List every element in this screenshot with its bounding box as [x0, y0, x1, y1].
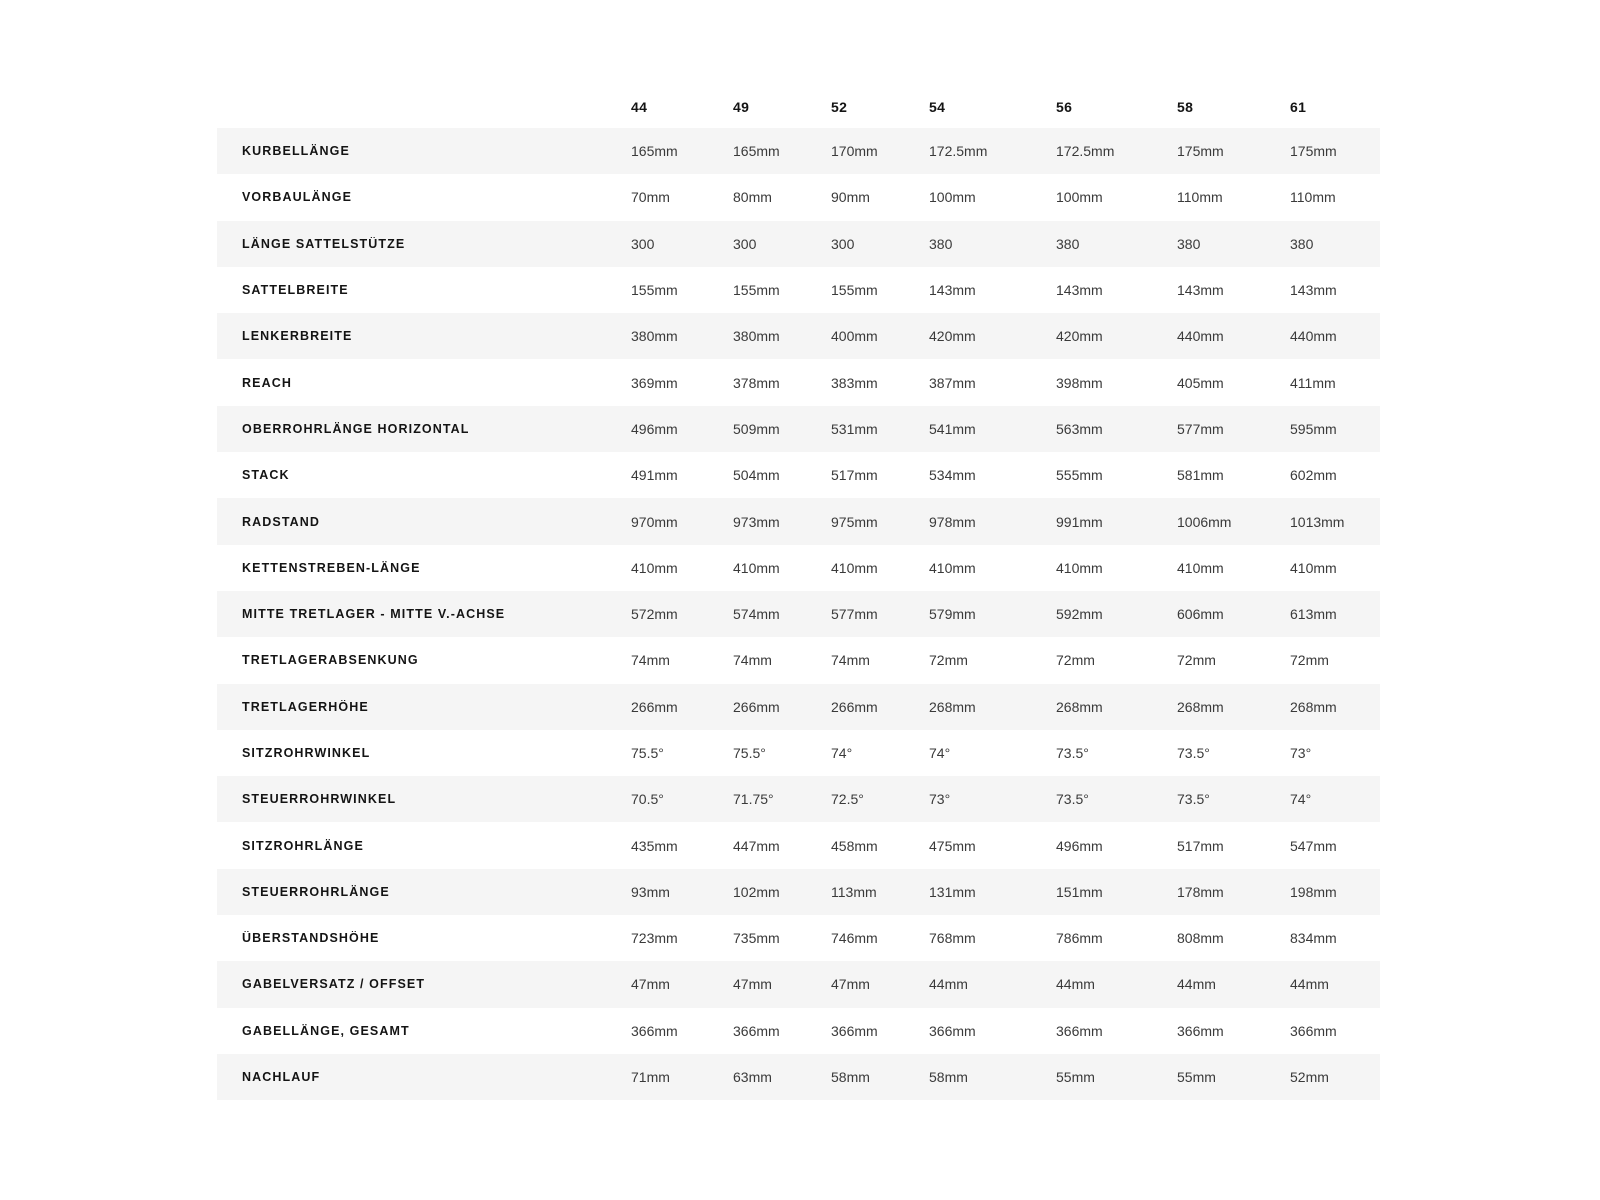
- geometry-value: 266mm: [733, 698, 780, 715]
- geometry-row: [217, 730, 1380, 776]
- geometry-value: 380: [929, 235, 953, 252]
- geometry-value: 410mm: [733, 559, 780, 576]
- geometry-value: 74°: [831, 745, 853, 761]
- geometry-value: 170mm: [831, 143, 878, 160]
- geometry-value: 420mm: [929, 328, 976, 345]
- geometry-value: 175mm: [1177, 143, 1224, 160]
- geometry-value: 90mm: [831, 189, 870, 206]
- geometry-value: 517mm: [831, 467, 878, 484]
- geometry-value: 47mm: [631, 976, 670, 993]
- geometry-value: 73.5°: [1177, 745, 1210, 761]
- geometry-row-label: KETTENSTREBEN-LÄNGE: [242, 560, 421, 575]
- geometry-value: 113mm: [831, 883, 877, 900]
- geometry-value: 746mm: [831, 930, 878, 947]
- size-column-header: 49: [733, 98, 750, 115]
- geometry-row: [217, 776, 1380, 822]
- geometry-row: [217, 915, 1380, 961]
- geometry-value: 143mm: [1290, 282, 1337, 299]
- geometry-value: 73.5°: [1056, 791, 1089, 808]
- geometry-row-label: SITZROHRLÄNGE: [242, 838, 364, 853]
- geometry-value: 143mm: [1056, 282, 1103, 299]
- geometry-value: 991mm: [1056, 513, 1103, 530]
- geometry-value: 110mm: [1177, 189, 1223, 206]
- geometry-value: 268mm: [929, 698, 976, 715]
- geometry-value: 410mm: [929, 559, 976, 576]
- geometry-row: [217, 961, 1380, 1007]
- geometry-value: 155mm: [733, 282, 780, 299]
- geometry-value: 380: [1056, 235, 1080, 252]
- geometry-row: [217, 406, 1380, 452]
- geometry-value: 410mm: [831, 559, 878, 576]
- geometry-row: [217, 545, 1380, 591]
- geometry-value: 723mm: [631, 930, 678, 947]
- size-column-header: 52: [831, 98, 848, 115]
- geometry-row-label: STEUERROHRWINKEL: [242, 792, 397, 807]
- geometry-value: 383mm: [831, 374, 878, 391]
- geometry-row: [217, 128, 1380, 174]
- geometry-value: 420mm: [1056, 328, 1103, 345]
- geometry-value: 74°: [929, 745, 951, 761]
- geometry-value: 80mm: [733, 189, 772, 206]
- geometry-value: 534mm: [929, 467, 976, 484]
- geometry-row: [217, 684, 1380, 730]
- geometry-value: 47mm: [733, 976, 772, 993]
- geometry-value: 834mm: [1290, 930, 1337, 947]
- geometry-value: 555mm: [1056, 467, 1103, 484]
- geometry-value: 74mm: [733, 652, 772, 669]
- geometry-value: 574mm: [733, 606, 780, 623]
- geometry-value: 74mm: [831, 652, 870, 669]
- geometry-value: 58mm: [831, 1069, 870, 1086]
- geometry-value: 509mm: [733, 420, 780, 437]
- geometry-value: 398mm: [1056, 374, 1103, 391]
- geometry-row-label: TRETLAGERHÖHE: [242, 699, 369, 714]
- geometry-value: 581mm: [1177, 467, 1224, 484]
- geometry-value: 72.5°: [831, 791, 864, 808]
- geometry-value: 44mm: [1056, 976, 1095, 993]
- geometry-row-label: VORBAULÄNGE: [242, 190, 353, 205]
- geometry-value: 369mm: [631, 374, 678, 391]
- geometry-value: 110mm: [1290, 189, 1336, 206]
- geometry-row-label: NACHLAUF: [242, 1070, 321, 1085]
- geometry-value: 410mm: [631, 559, 678, 576]
- geometry-value: 268mm: [1177, 698, 1224, 715]
- geometry-value: 70mm: [631, 189, 670, 206]
- geometry-value: 52mm: [1290, 1069, 1329, 1086]
- geometry-value: 440mm: [1177, 328, 1224, 345]
- geometry-value: 300: [631, 235, 655, 252]
- geometry-value: 72mm: [1290, 652, 1329, 669]
- geometry-value: 547mm: [1290, 837, 1337, 854]
- geometry-value: 143mm: [1177, 282, 1224, 299]
- geometry-value: 47mm: [831, 976, 870, 993]
- geometry-value: 70.5°: [631, 791, 664, 808]
- geometry-value: 366mm: [733, 1022, 780, 1039]
- geometry-value: 366mm: [1056, 1022, 1103, 1039]
- geometry-value: 496mm: [631, 420, 678, 437]
- geometry-value: 447mm: [733, 837, 780, 854]
- geometry-value: 387mm: [929, 374, 976, 391]
- geometry-value: 102mm: [733, 883, 780, 900]
- geometry-value: 808mm: [1177, 930, 1224, 947]
- geometry-row-label: LÄNGE SATTELSTÜTZE: [242, 236, 406, 251]
- size-column-header: 54: [929, 98, 946, 115]
- geometry-row-label: RADSTAND: [242, 514, 321, 529]
- geometry-row-label: REACH: [242, 375, 292, 390]
- geometry-value: 44mm: [1290, 976, 1329, 993]
- geometry-value: 366mm: [831, 1022, 878, 1039]
- geometry-row: [217, 174, 1380, 220]
- geometry-value: 563mm: [1056, 420, 1103, 437]
- geometry-row: [217, 498, 1380, 544]
- geometry-value: 405mm: [1177, 374, 1224, 391]
- geometry-value: 978mm: [929, 513, 976, 530]
- geometry-value: 268mm: [1056, 698, 1103, 715]
- geometry-value: 366mm: [1290, 1022, 1337, 1039]
- geometry-row-label: GABELVERSATZ / OFFSET: [242, 977, 426, 992]
- geometry-row: [217, 637, 1380, 683]
- geometry-value: 517mm: [1177, 837, 1224, 854]
- geometry-value: 172.5mm: [1056, 143, 1115, 160]
- size-column-header: 44: [631, 98, 648, 115]
- geometry-row-label: LENKERBREITE: [242, 329, 353, 344]
- geometry-value: 73°: [1290, 745, 1312, 761]
- geometry-value: 73.5°: [1056, 745, 1089, 761]
- geometry-value: 74mm: [631, 652, 670, 669]
- geometry-value: 592mm: [1056, 606, 1103, 623]
- geometry-row: [217, 221, 1380, 267]
- geometry-value: 178mm: [1177, 883, 1224, 900]
- geometry-value: 613mm: [1290, 606, 1337, 623]
- geometry-value: 75.5°: [733, 745, 766, 761]
- geometry-value: 58mm: [929, 1069, 968, 1086]
- geometry-value: 73.5°: [1177, 791, 1210, 808]
- geometry-value: 100mm: [1056, 189, 1103, 206]
- geometry-value: 378mm: [733, 374, 780, 391]
- geometry-row-label: KURBELLÄNGE: [242, 144, 350, 159]
- geometry-value: 366mm: [631, 1022, 678, 1039]
- geometry-row-label: STACK: [242, 468, 290, 483]
- geometry-value: 155mm: [631, 282, 678, 299]
- geometry-rows: [217, 128, 1380, 1100]
- geometry-row: [217, 1054, 1380, 1100]
- geometry-value: 72mm: [1177, 652, 1216, 669]
- size-column-header: 61: [1290, 98, 1307, 115]
- geometry-value: 300: [733, 235, 757, 252]
- geometry-value: 93mm: [631, 883, 670, 900]
- geometry-value: 577mm: [831, 606, 878, 623]
- geometry-value: 606mm: [1177, 606, 1224, 623]
- geometry-row: [217, 267, 1380, 313]
- geometry-value: 151mm: [1056, 883, 1103, 900]
- geometry-value: 579mm: [929, 606, 976, 623]
- geometry-row-label: OBERROHRLÄNGE HORIZONTAL: [242, 421, 470, 436]
- size-column-header: 56: [1056, 98, 1073, 115]
- geometry-value: 1006mm: [1177, 513, 1232, 530]
- geometry-value: 73°: [929, 791, 951, 808]
- geometry-value: 491mm: [631, 467, 678, 484]
- geometry-row: [217, 869, 1380, 915]
- geometry-value: 475mm: [929, 837, 976, 854]
- geometry-value: 410mm: [1056, 559, 1103, 576]
- geometry-value: 300: [831, 235, 855, 252]
- geometry-value: 440mm: [1290, 328, 1337, 345]
- geometry-value: 786mm: [1056, 930, 1103, 947]
- geometry-row-label: STEUERROHRLÄNGE: [242, 884, 390, 899]
- geometry-value: 55mm: [1177, 1069, 1216, 1086]
- geometry-value: 504mm: [733, 467, 780, 484]
- geometry-value: 380: [1290, 235, 1314, 252]
- geometry-value: 577mm: [1177, 420, 1224, 437]
- geometry-value: 165mm: [631, 143, 678, 160]
- geometry-row-label: GABELLÄNGE, GESAMT: [242, 1023, 410, 1038]
- geometry-value: 458mm: [831, 837, 878, 854]
- geometry-row: [217, 822, 1380, 868]
- geometry-value: 44mm: [929, 976, 968, 993]
- geometry-value: 380mm: [733, 328, 780, 345]
- geometry-value: 602mm: [1290, 467, 1337, 484]
- geometry-value: 75.5°: [631, 745, 664, 761]
- geometry-row-label: ÜBERSTANDSHÖHE: [242, 931, 380, 946]
- geometry-value: 735mm: [733, 930, 780, 947]
- geometry-value: 435mm: [631, 837, 678, 854]
- geometry-value: 572mm: [631, 606, 678, 623]
- geometry-row-label: TRETLAGERABSENKUNG: [242, 653, 419, 668]
- geometry-value: 541mm: [929, 420, 976, 437]
- geometry-value: 380mm: [631, 328, 678, 345]
- geometry-value: 1013mm: [1290, 513, 1345, 530]
- geometry-value: 63mm: [733, 1069, 772, 1086]
- geometry-value: 71mm: [631, 1069, 670, 1086]
- geometry-value: 74°: [1290, 791, 1312, 808]
- geometry-row: [217, 452, 1380, 498]
- geometry-value: 55mm: [1056, 1069, 1095, 1086]
- geometry-row-label: MITTE TRETLAGER - MITTE V.-ACHSE: [242, 607, 506, 622]
- geometry-row: [217, 1008, 1380, 1054]
- geometry-value: 72mm: [929, 652, 968, 669]
- geometry-row-label: SATTELBREITE: [242, 283, 349, 298]
- geometry-value: 496mm: [1056, 837, 1103, 854]
- geometry-value: 366mm: [929, 1022, 976, 1039]
- geometry-value: 768mm: [929, 930, 976, 947]
- geometry-value: 143mm: [929, 282, 976, 299]
- size-column-header: 58: [1177, 98, 1194, 115]
- geometry-value: 531mm: [831, 420, 878, 437]
- geometry-value: 155mm: [831, 282, 878, 299]
- geometry-value: 175mm: [1290, 143, 1337, 160]
- geometry-value: 410mm: [1290, 559, 1337, 576]
- geometry-value: 100mm: [929, 189, 976, 206]
- geometry-value: 44mm: [1177, 976, 1216, 993]
- geometry-value: 970mm: [631, 513, 678, 530]
- geometry-value: 411mm: [1290, 374, 1336, 391]
- geometry-value: 400mm: [831, 328, 878, 345]
- geometry-value: 72mm: [1056, 652, 1095, 669]
- geometry-table: [217, 85, 1380, 1100]
- geometry-value: 266mm: [831, 698, 878, 715]
- geometry-value: 266mm: [631, 698, 678, 715]
- size-header-row: [217, 85, 1380, 128]
- geometry-value: 380: [1177, 235, 1201, 252]
- geometry-row: [217, 591, 1380, 637]
- geometry-value: 165mm: [733, 143, 780, 160]
- geometry-value: 973mm: [733, 513, 780, 530]
- geometry-value: 975mm: [831, 513, 878, 530]
- geometry-value: 172.5mm: [929, 143, 988, 160]
- geometry-value: 410mm: [1177, 559, 1224, 576]
- geometry-value: 71.75°: [733, 791, 774, 808]
- geometry-value: 198mm: [1290, 883, 1337, 900]
- geometry-value: 366mm: [1177, 1022, 1224, 1039]
- geometry-value: 268mm: [1290, 698, 1337, 715]
- geometry-row-label: SITZROHRWINKEL: [242, 746, 371, 760]
- geometry-row: [217, 313, 1380, 359]
- geometry-value: 595mm: [1290, 420, 1337, 437]
- geometry-value: 131mm: [929, 883, 976, 900]
- geometry-row: [217, 359, 1380, 405]
